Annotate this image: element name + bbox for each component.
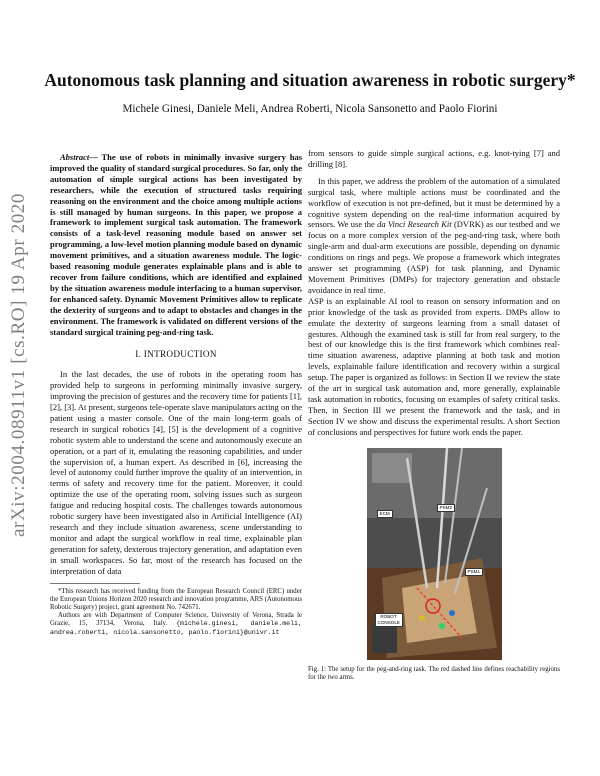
right-column bbox=[308, 148, 560, 682]
label-psm2: PSM2 bbox=[437, 504, 456, 512]
footnote-affiliation: Authors are with Department of Computer Science, University of Verona, Strada le Grazie, 15, 37134, Verona, Italy. {michele.ginesi, daniele.meli, andrea.roberti, nicola.sansonetto, paolo.fiorini}@univr.it bbox=[50, 612, 302, 636]
footnote-funding: *This research has received funding from the European Research Council (ERC) under the European Unions Horizon 2020 research and innovation programme, ARS (Autonomous Robotic Surgery) project, grant agreement No. 742671. bbox=[50, 587, 302, 611]
abstract-text: — The use of robots in minimally invasive surgery has improved the quality of standard surgical procedures. So far, only the automation of simple surgical actions has been investigated by researchers, while the execution of structured tasks requiring reasoning on the environment and the choice among multiple actions is still managed by human surgeons. In this paper, we propose a framework to implement surgical task automation. The framework consists of a task-level reasoning module based on answer set programming, a low-level motion planning module based on dynamic movement primitives, and a situation awareness module. The logic-based reasoning module generates explainable plans and is able to recover from failure conditions, which are identified and explained by the situation awareness module interfacing to a human supervisor, for enhanced safety. Dynamic Movement Primitives allow to replicate the dexterity of surgeons and to adapt to obstacles and changes in the environment. The framework is validated on different versions of the standard surgical training peg-and-ring task. bbox=[50, 152, 302, 337]
paper-title: Autonomous task planning and situation awareness in robotic surgery* bbox=[44, 70, 576, 90]
intro-paragraph: In the last decades, the use of robots in the operating room has provided help to surgeons in performing minimally invasive surgery, improving the precision of gestures and the recovery time for patients [1], [2], [3]. At present, surgeons tele-operate slave manipulators acting on the patient using a master console. One of the main long-term goals of research in surgical robotics [4], [5] is the development of a cognitive robotic system able to understand the scene and autonomously execute an operation, or a part of it, emulating the reasoning capabilities, and under the supervision of, a human expert. As described in [6], increasing the level of autonomy could further improve the quality of an intervention, in terms of safety and recovery time for the patient. Moreover, it could optimize the use of the operating room, solving issues such as surgeon fatigue and reducing hospital costs. The challenges towards autonomous robotic surgery have been investigated also in Artificial Intelligence (AI) research and they include situation awareness, scene understanding to monitor and adapt the surgical workflow in real time, explainable plan generation for safety, dexterous trajectory generation, and adaptation even in small workspaces. So far, most of the research has focused on the interpretation of data bbox=[50, 369, 302, 576]
label-ecm: ECM bbox=[377, 510, 393, 518]
abstract bbox=[50, 152, 302, 337]
label-robot-console: ROBOT CONSOLE bbox=[375, 613, 403, 627]
right-paragraph-1: In this paper, we address the problem of the automation of a simulated surgical task, where multiple actions must be coordinated and the workflow of execution is not pre-defined, but it must be determined by a cognitive system depending on the real-time information acquired by sensors. We use the da Vinci Research Kit (DVRK) as our testbed and we focus on a more complex version of the peg-and-ring task, where both single-arm and dual-arm executions are possible, depending on dynamic conditions on rings and pegs. We propose a framework which integrates answer set programming (ASP) for task planning, and Dynamic Movement Primitives (DMPs) for trajectory generation and obstacle avoidance in real time. bbox=[308, 175, 561, 295]
left-column bbox=[50, 152, 302, 637]
author-list: Michele Ginesi, Daniele Meli, Andrea Roberti, Nicola Sansonetto and Paolo Fiorini bbox=[122, 103, 498, 115]
figure-setup-photo bbox=[367, 448, 502, 660]
dvrk-italic: da Vinci Research Kit bbox=[377, 219, 452, 230]
setup-photo-illustration bbox=[367, 448, 502, 660]
label-psm1: PSM1 bbox=[465, 568, 484, 576]
arxiv-side-banner: arXiv:2004.08911v1 [cs.RO] 19 Apr 2020 bbox=[8, 192, 30, 538]
footnote-rule bbox=[50, 583, 140, 584]
section-heading-introduction: I. INTRODUCTION bbox=[135, 349, 217, 360]
abstract-label: Abstract bbox=[60, 152, 90, 162]
right-paragraph-2: ASP is an explainable AI tool to reason on sensory information and on prior knowledge of the task as provided from experts. DMPs allow to emulate the dexterity of surgeons learning from a small dataset of gestures. Although the examined task is still far from real surgery, to the best of our knowledge this is the first framework which combines real-time situation awareness, adaptive planning at both task and motion levels, explainable failure identification and recovery within a surgical setup. The paper is organized as follows: in Section II we review the state of the art in surgical task automation and, more generally, explainable task automation in robotics, focusing on examples of safety critical tasks. Then, in Section III we present the framework and the task, and in Section IV we show and discuss the experimental results. A short Section of conclusions and perspectives for future work ends the paper. bbox=[308, 295, 560, 437]
author-emails: {michele.ginesi, daniele.meli, andrea.roberti, nicola.sansonetto, paolo.fiorini}@univr.it bbox=[50, 620, 302, 636]
right-paragraph-continued: from sensors to guide simple surgical actions, e.g. knot-tying [7] and drilling [8]. bbox=[308, 148, 560, 169]
figure-caption: Fig. 1: The setup for the peg-and-ring task. The red dashed line defines reachability regions for the two arms. bbox=[308, 665, 560, 681]
